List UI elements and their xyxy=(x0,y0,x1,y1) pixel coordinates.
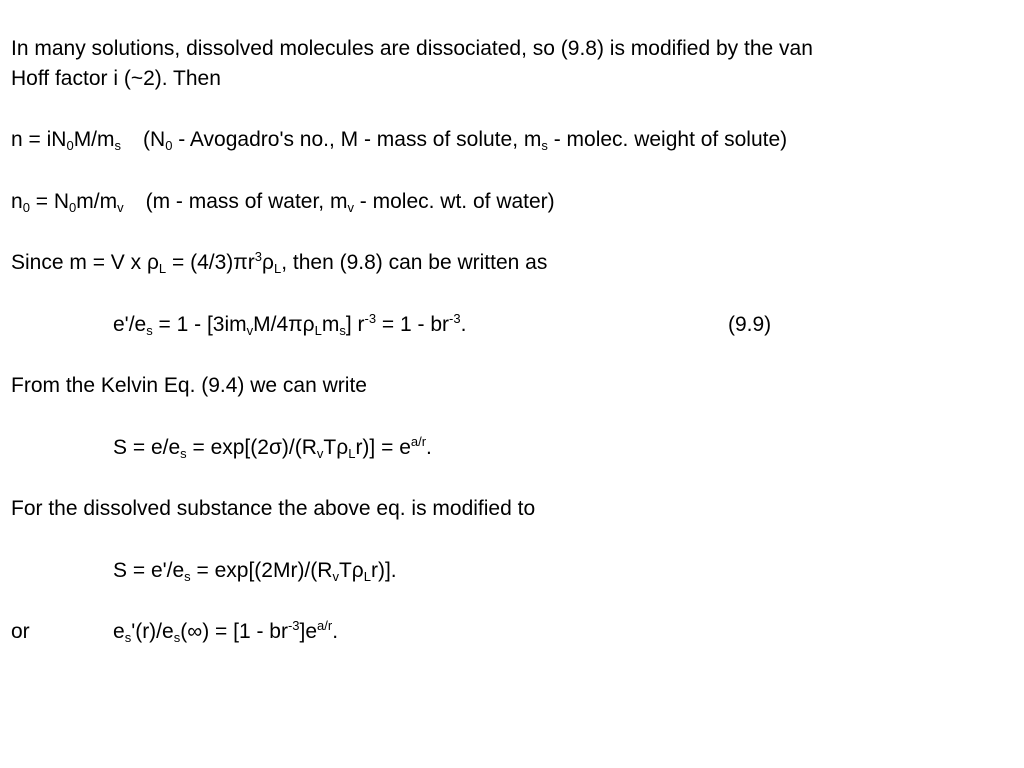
eq-n0-sub-v2: v xyxy=(347,200,354,215)
eq99-sub-s2: s xyxy=(339,323,346,338)
eqOr-sub-s: s xyxy=(124,630,132,645)
eq-n-part-a: n = iN xyxy=(11,128,67,151)
dissolved-text: For the dissolved substance the above eq. is modified to xyxy=(11,497,536,520)
eqOr-part-c: ( xyxy=(180,620,188,643)
kelvin-line xyxy=(11,375,367,396)
since-line xyxy=(11,249,548,276)
eqOr-part-d: ) = [1 - br xyxy=(202,620,288,643)
kelvin-text: From the Kelvin Eq. (9.4) we can write xyxy=(11,374,367,397)
eqS2-sub-v: v xyxy=(332,569,339,584)
eq-n0-part-c: m/m xyxy=(76,190,118,213)
eq-n-part-b: M/m xyxy=(73,128,115,151)
eqOr-sup-m3: -3 xyxy=(287,618,300,633)
equation-n xyxy=(11,128,788,153)
equation-9-9 xyxy=(113,311,467,338)
eq-n0-sub-0: 0 xyxy=(22,200,30,215)
eqS1-part-b: = exp[(2 xyxy=(186,436,269,459)
eqS2-part-b: = exp[(2Mr)/(R xyxy=(190,559,333,582)
eq99-sup-m3b: -3 xyxy=(449,311,461,326)
since-sub-L: L xyxy=(158,261,167,276)
eq-n-part-d: - Avogadro's no., M - mass of solute, m xyxy=(172,128,542,151)
eq99-part-c: M/4 xyxy=(253,313,289,336)
eqS2-part-c: T xyxy=(338,559,352,582)
eqS1-sub-v: v xyxy=(316,446,324,461)
eqOr-sub-s2: s xyxy=(173,630,181,645)
eq-n0-part-b: = N xyxy=(29,190,70,213)
rho-symbol: ρ xyxy=(146,251,159,274)
rho-symbol: ρ xyxy=(351,559,364,582)
eqOr-part-f: . xyxy=(332,620,339,643)
eq-n-sub-0: 0 xyxy=(66,138,74,153)
eqOr-part-e: ]e xyxy=(299,620,318,643)
intro-text-2: Hoff factor i (~2). Then xyxy=(11,67,221,90)
eqS2-sub-L: L xyxy=(363,569,371,584)
eqS1-sub-s: s xyxy=(180,446,187,461)
eqOr-sup-ar: a/r xyxy=(317,618,333,633)
eq99-part-d: m xyxy=(321,313,340,336)
equation-or xyxy=(113,618,339,645)
eq-n0-part-e: - molec. wt. of water) xyxy=(353,190,555,213)
equation-S1 xyxy=(113,434,432,461)
eq99-sub-s: s xyxy=(146,323,153,338)
eq99-part-f: = 1 - br xyxy=(376,313,450,336)
eqS1-part-e: r)] = e xyxy=(355,436,411,459)
paragraph-intro-line1 xyxy=(11,38,813,59)
rho-symbol: ρ xyxy=(302,313,315,336)
eqS1-part-c: )/(R xyxy=(281,436,317,459)
eq-n-part-c: (N xyxy=(143,128,166,151)
eqS1-sub-L: L xyxy=(348,446,356,461)
eqS2-sub-s: s xyxy=(184,569,191,584)
dissolved-line xyxy=(11,498,535,519)
eqS1-part-d: T xyxy=(323,436,337,459)
eq99-part-b: = 1 - [3im xyxy=(152,313,247,336)
paragraph-intro-line2 xyxy=(11,68,221,89)
eq99-part-a: e'/e xyxy=(113,313,147,336)
eqS2-part-d: r)]. xyxy=(370,559,397,582)
since-sup-3: 3 xyxy=(254,249,263,264)
equation-S2 xyxy=(113,559,397,584)
eq-n-part-e: - molec. weight of solute) xyxy=(547,128,788,151)
since-part-d: , then (9.8) can be written as xyxy=(281,251,548,274)
equation-number-9-9: (9.9) xyxy=(728,313,772,336)
intro-text-1: In many solutions, dissolved molecules are dissociated, so (9.8) is modified by the van xyxy=(11,37,813,60)
since-part-b: = (4/3) xyxy=(166,251,234,274)
since-part-c: r xyxy=(247,251,255,274)
pi-symbol: π xyxy=(233,251,248,274)
eq99-sub-v: v xyxy=(246,323,254,338)
eq99-sup-m3: -3 xyxy=(364,311,377,326)
eq99-sub-L: L xyxy=(314,323,322,338)
eq-n-sub-s2: s xyxy=(541,138,548,153)
eqOr-part-b: '(r)/e xyxy=(131,620,174,643)
eqS1-part-f: . xyxy=(426,436,432,459)
eqS2-part-a: S = e'/e xyxy=(113,559,185,582)
eq-n0-sub-0b: 0 xyxy=(69,200,77,215)
eqS1-sup-ar: a/r xyxy=(410,434,427,449)
eq-n-sub-s: s xyxy=(114,138,122,153)
eq99-part-g: . xyxy=(460,313,467,336)
pi-symbol: π xyxy=(288,313,303,336)
infinity-symbol: ∞ xyxy=(187,620,203,643)
rho-symbol: ρ xyxy=(336,436,349,459)
eqS1-part-a: S = e/e xyxy=(113,436,181,459)
since-sub-L2: L xyxy=(273,261,282,276)
rho-symbol-2: ρ xyxy=(262,251,274,274)
eqOr-part-a: e xyxy=(113,620,125,643)
eq-n-sub-0b: 0 xyxy=(165,138,173,153)
equation-n0 xyxy=(11,190,555,215)
since-part-a: Since m = V x xyxy=(11,251,147,274)
eq-n0-sub-v: v xyxy=(117,200,124,215)
eq-n0-part-d: (m - mass of water, m xyxy=(145,190,348,213)
sigma-symbol: σ xyxy=(268,436,282,459)
eq-n0-part-a: n xyxy=(11,190,23,213)
or-label: or xyxy=(11,620,30,643)
eq99-part-e: ] r xyxy=(345,313,365,336)
